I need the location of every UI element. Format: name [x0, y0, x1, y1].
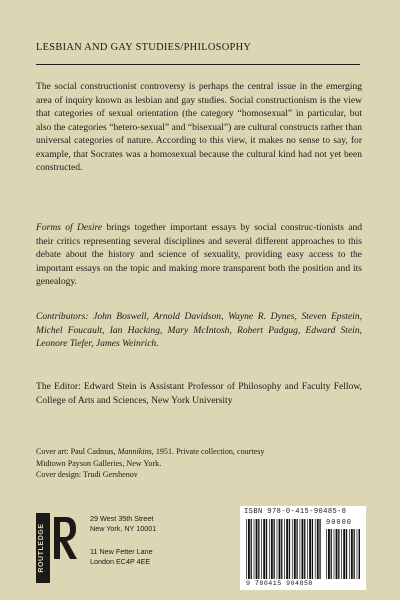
barcode-bar	[302, 519, 304, 579]
barcode-bar	[341, 529, 342, 579]
price-code: 90000	[326, 519, 353, 527]
barcode-bar	[359, 529, 360, 579]
barcode-bar	[274, 519, 275, 579]
routledge-logo	[36, 513, 78, 583]
barcode-bar	[336, 529, 338, 579]
logo-wordmark: ROUTLEDGE	[38, 523, 45, 573]
ean-number: 9 780415 904858	[246, 580, 313, 587]
us-address-street: 29 West 35th Street	[90, 514, 154, 523]
cover-design-line: Cover design: Trudi Gershenov	[36, 470, 138, 479]
barcode-bar	[263, 519, 265, 579]
logo-r-icon	[54, 517, 77, 559]
barcode-bar	[286, 519, 288, 579]
cover-credits	[36, 446, 264, 481]
divider-rule	[36, 64, 360, 65]
barcode-bar	[284, 519, 285, 579]
barcode-bar	[334, 529, 335, 579]
barcode-bar	[331, 529, 332, 579]
barcode-bar	[246, 519, 247, 579]
barcode-bar	[357, 529, 358, 579]
barcode-bar	[349, 529, 350, 579]
barcode-bar	[338, 529, 339, 579]
gallery-line: Midtown Payson Galleries, New York.	[36, 458, 162, 468]
barcode-bar	[266, 519, 267, 579]
barcode-bar	[354, 529, 355, 579]
barcode-bar	[343, 529, 345, 579]
barcode-bar	[300, 519, 301, 579]
barcode-bar	[294, 519, 296, 579]
barcode-bar	[256, 519, 258, 579]
barcode-bar	[328, 529, 330, 579]
description-paragraph: The social constructionist controversy is perhaps the central issue in the emerging area of inquiry known as lesbian and gay studies. Social constructionism is the view that categories of sexual orientation (the category “homosexual” in particular, but also the categories “hetero-sexual” and “bisexual”) are cultural constructs rather than universal categories of nature. According to this view, it makes no sense to say, for example, that Socrates was a homosexual because the cultural kind had not yet been constructed.	[36, 81, 362, 173]
barcode-bar	[271, 519, 273, 579]
barcode-bar	[307, 519, 308, 579]
addon-barcode	[326, 529, 360, 579]
barcode-bar	[326, 529, 327, 579]
barcode-bar	[315, 519, 316, 579]
cover-art-prefix: Cover art: Paul Cadmus,	[36, 447, 118, 456]
artwork-title: Mannikins	[117, 447, 152, 456]
uk-address	[90, 547, 153, 567]
barcode-bar	[258, 519, 259, 579]
barcode-bar	[251, 519, 252, 579]
barcode-bar	[281, 519, 282, 579]
barcode-bar	[277, 519, 278, 579]
barcode-bar	[312, 519, 313, 579]
uk-address-street: 11 New Fetter Lane	[90, 547, 153, 556]
summary-text: brings together important essays by social construc-tionists and their critics representing several disciplines and several different approaches to this debate about the history and science of sexuality, providing easy access to the important essays on the topic and making more transparent both the position and its genealogy.	[36, 222, 362, 287]
uk-address-city: London EC4P 4EE	[90, 557, 151, 567]
cover-art-suffix: , 1951. Private collection, courtesy	[151, 447, 265, 456]
contributors-paragraph: Contributors: John Boswell, Arnold Davidson, Wayne R. Dynes, Steven Epstein, Michel Foucault, Ian Hacking, Mary McIntosh, Robert Padgug, Edward Stein, Leonore Tiefer, James Weinrich.	[36, 311, 362, 349]
summary-paragraph	[36, 221, 362, 289]
barcode-bar	[309, 519, 311, 579]
us-address-city: New York, NY 10001	[90, 524, 157, 534]
us-address	[90, 514, 156, 534]
ean-barcode	[246, 519, 322, 579]
barcode-bar	[289, 519, 290, 579]
barcode-bar	[304, 519, 305, 579]
subject-category: LESBIAN AND GAY STUDIES/PHILOSOPHY	[36, 42, 252, 53]
barcode-bar	[317, 519, 319, 579]
book-title: Forms of Desire	[36, 222, 103, 233]
barcode-bar	[269, 519, 270, 579]
barcode-bar	[248, 519, 250, 579]
barcode-bar	[319, 519, 320, 579]
barcode-bar	[261, 519, 262, 579]
barcode-bar	[351, 529, 353, 579]
barcode-bar	[346, 529, 347, 579]
cover-art-line	[36, 446, 264, 458]
isbn-number: ISBN 978-0-415-90485-8	[244, 508, 347, 516]
barcode-bar	[292, 519, 293, 579]
barcode-bar	[254, 519, 255, 579]
barcode-label	[240, 506, 366, 590]
editor-paragraph: The Editor: Edward Stein is Assistant Professor of Philosophy and Faculty Fellow, College of Arts and Sciences, New York University	[36, 381, 362, 406]
barcode-bar	[279, 519, 281, 579]
barcode-bar	[296, 519, 297, 579]
